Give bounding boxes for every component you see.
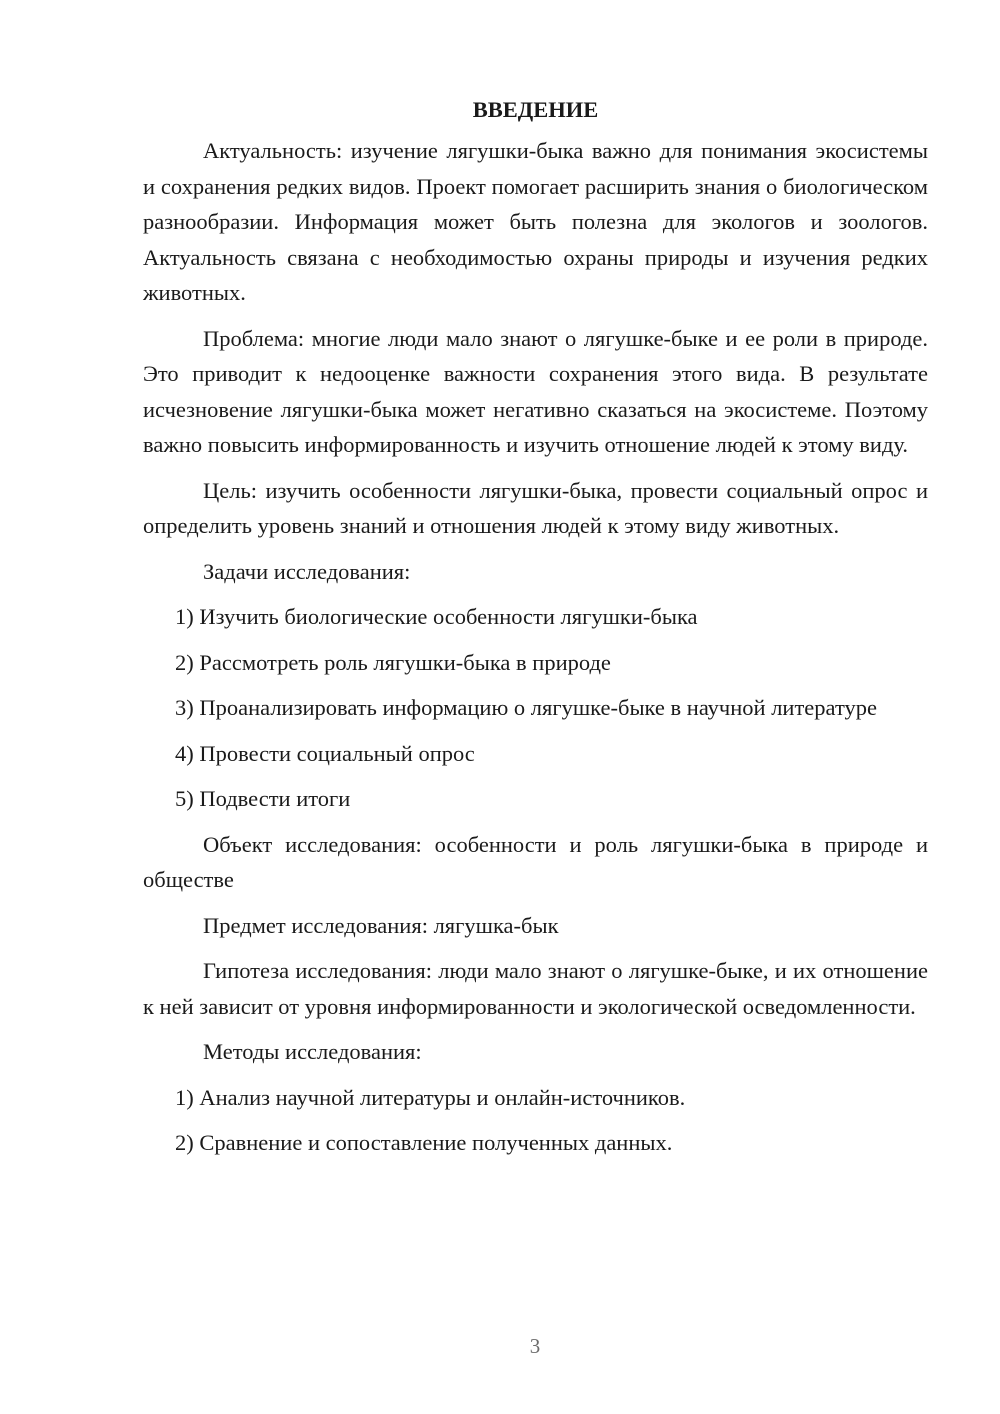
page-number: 3	[529, 1334, 541, 1358]
task-item: 4) Провести социальный опрос	[175, 740, 475, 766]
tasks-heading: Задачи исследования:	[203, 558, 411, 584]
hypothesis-paragraph: Гипотеза исследования: люди мало знают о лягушке-быке, и их отношение к ней зависит от уровня информированности и экологической осведомленности.	[143, 958, 928, 1019]
problem-paragraph: Проблема: многие люди мало знают о лягушке-быке и ее роли в природе. Это приводит к недооценке важности сохранения этого вида. В результате исчезновение лягушки-быка может негативно сказаться на экосистеме. Поэтому важно повысить информированность и изучить отношение людей к этому виду.	[143, 325, 928, 457]
method-item: 2) Сравнение и сопоставление полученных данных.	[175, 1130, 673, 1155]
object-paragraph: Объект исследования: особенности и роль лягушки-быка в природе и обществе	[143, 831, 928, 892]
task-item: 1) Изучить биологические особенности лягушки-быка	[175, 604, 698, 629]
method-item: 1) Анализ научной литературы и онлайн-источников.	[175, 1084, 686, 1110]
goal-paragraph: Цель: изучить особенности лягушки-быка, провести социальный опрос и определить уровень знаний и отношения людей к этому виду животных.	[143, 477, 928, 538]
task-item: 2) Рассмотреть роль лягушки-быка в природе	[175, 649, 611, 675]
subject-paragraph: Предмет исследования: лягушка-бык	[203, 912, 559, 938]
document-page	[143, 92, 928, 1171]
methods-heading: Методы исследования:	[203, 1039, 422, 1064]
task-item: 3) Проанализировать информацию о лягушке-быке в научной литературе	[175, 695, 877, 720]
task-item: 5) Подвести итоги	[175, 786, 351, 811]
relevance-paragraph: Актуальность: изучение лягушки-быка важно для понимания экосистемы и сохранения редких видов. Проект помогает расширить знания о биологическом разнообразии. Информация может быть полезна для экологов и зоологов. Актуальность связана с необходимостью охраны природы и изучения редких животных.	[143, 138, 928, 305]
section-title: ВВЕДЕНИЕ	[472, 97, 599, 122]
